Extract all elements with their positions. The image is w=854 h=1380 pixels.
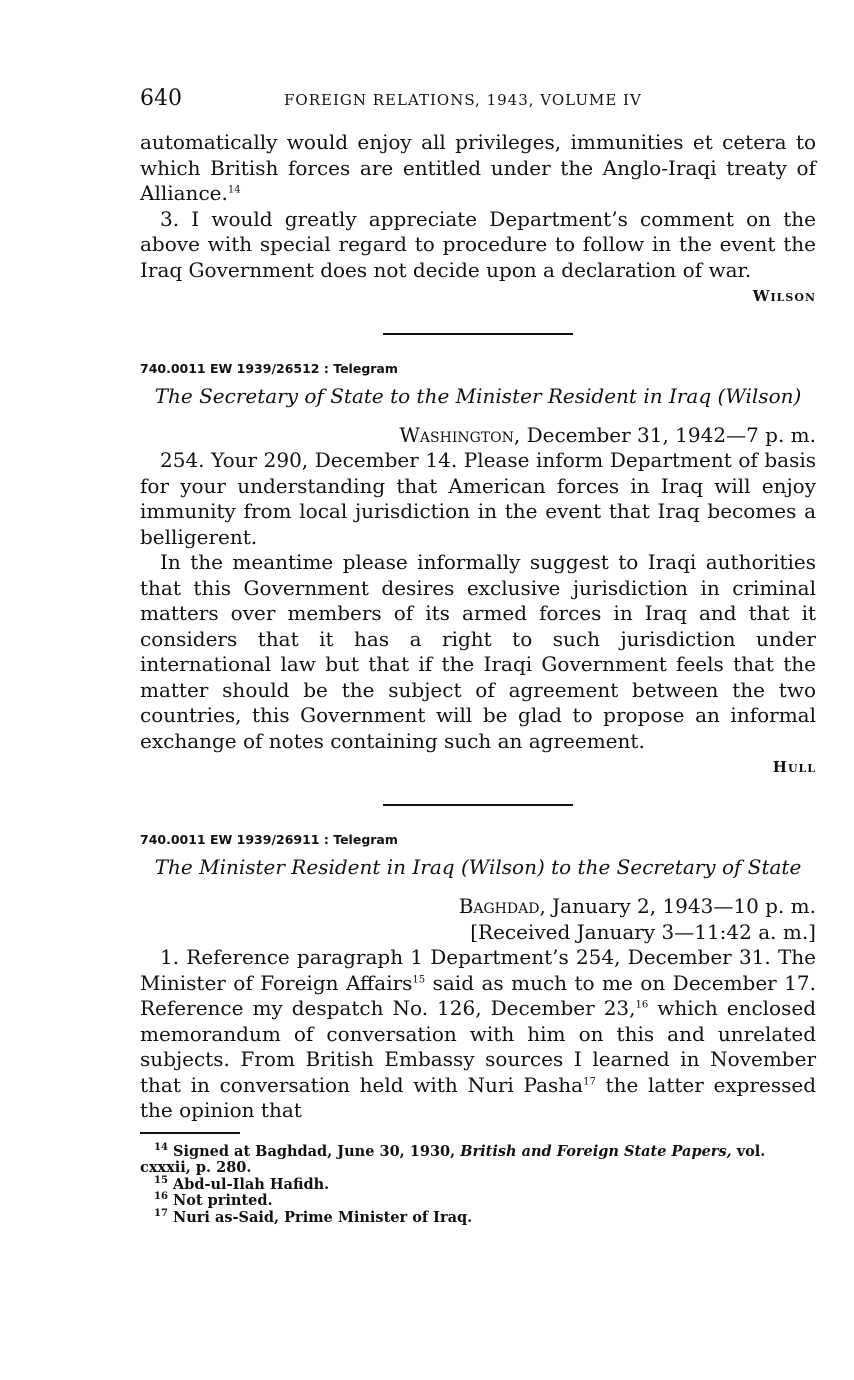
page-body: [140, 130, 816, 1226]
paragraph-text: the latter expressed the opinion that: [140, 1072, 816, 1122]
section-divider: [383, 804, 573, 806]
document-title: The Secretary of State to the Minister Resident in Iraq (Wilson): [154, 384, 802, 408]
footnote-text: Signed at Baghdad, June 30, 1930,: [167, 1142, 461, 1160]
footnote-text: Nuri as-Said, Prime Minister of Iraq.: [167, 1208, 473, 1226]
footnote-mark: 17: [154, 1207, 168, 1219]
section-divider: [383, 333, 573, 335]
footnote-mark: 15: [154, 1174, 168, 1186]
dateline: [140, 893, 816, 919]
footnote-citation: British and Foreign State Papers,: [460, 1142, 732, 1160]
continuation-paragraph-2: 3. I would greatly appreciate Department’s comment on the above with special regard to procedure to follow in the event the Iraq Government does not decide upon a declaration of war.: [140, 206, 816, 282]
footnote-mark: 16: [154, 1191, 168, 1203]
page-header: [140, 86, 816, 116]
signature-hull: Hull: [772, 758, 816, 776]
running-head: FOREIGN RELATIONS, 1943, VOLUME IV: [284, 91, 642, 109]
footnote-14: [140, 1141, 816, 1177]
continuation-paragraph-1: [140, 130, 816, 207]
dateline-date: , January 2, 1943—10 p. m.: [539, 894, 816, 918]
telegram-paragraph: 254. Your 290, December 14. Please inform Department of basis for your understanding that American forces in Iraq will enjoy immunity from local jurisdiction in the event that Iraq becomes a belligerent.: [140, 448, 816, 549]
footnote-text: vol. cxxxii, p. 280.: [140, 1142, 766, 1176]
received-line: [Received January 3—11:42 a. m.]: [470, 920, 816, 944]
dateline-place: Baghdad: [458, 894, 540, 918]
dateline: [140, 422, 816, 448]
footnote-ref-17: 17: [583, 1075, 596, 1087]
paragraph-text: 1. Reference paragraph 1 Department’s 254, December 31. The Minister of Foreign Affairs: [140, 945, 816, 995]
file-number: 740.0011 EW 1939/26512 : Telegram: [140, 361, 398, 376]
footnote-text: Not printed.: [167, 1192, 273, 1209]
dateline-place: Washington: [399, 423, 514, 447]
file-number: 740.0011 EW 1939/26911 : Telegram: [140, 832, 398, 847]
paragraph-text: which enclosed memorandum of conversation with him on this and unrelated subjects. From British Embassy sources I learned in November that in conversation held with Nuri Pasha: [140, 996, 816, 1097]
document-title: The Minister Resident in Iraq (Wilson) to the Secretary of State: [154, 855, 802, 879]
footnote-ref-15: 15: [412, 973, 426, 985]
footnote-ref-14: 14: [227, 184, 241, 196]
footnote-mark: 14: [154, 1141, 168, 1153]
footnote-ref-16: 16: [635, 999, 649, 1011]
footnote-text: Abd-ul-Ilah Hafidh.: [167, 1175, 330, 1193]
signature-wilson: Wilson: [752, 287, 816, 305]
footnote-17: [140, 1207, 816, 1227]
footnote-15: [140, 1174, 816, 1194]
footnote-divider: [140, 1132, 240, 1134]
telegram-paragraph: [140, 945, 816, 1124]
page-number: 640: [140, 86, 182, 111]
footnote-16: [140, 1193, 816, 1210]
paragraph-text: said as much to me on December 17. Reference my despatch No. 126, December 23,: [140, 970, 816, 1020]
continuation-paragraph-1-text: automatically would enjoy all privileges, immunities et cetera to which British forces are entitled under the Anglo-Iraqi treaty of Alliance.: [140, 130, 816, 205]
telegram-paragraph: In the meantime please informally suggest to Iraqi authorities that this Government desires exclusive jurisdiction in criminal matters over members of its armed forces in Iraq and that it considers that it has a right to such jurisdiction under international law but that if the Iraqi Government feels that the matter should be the subject of agreement between the two countries, this Government will be glad to propose an informal exchange of notes containing such an agreement.: [140, 550, 816, 753]
dateline-date: , December 31, 1942—7 p. m.: [513, 423, 816, 447]
